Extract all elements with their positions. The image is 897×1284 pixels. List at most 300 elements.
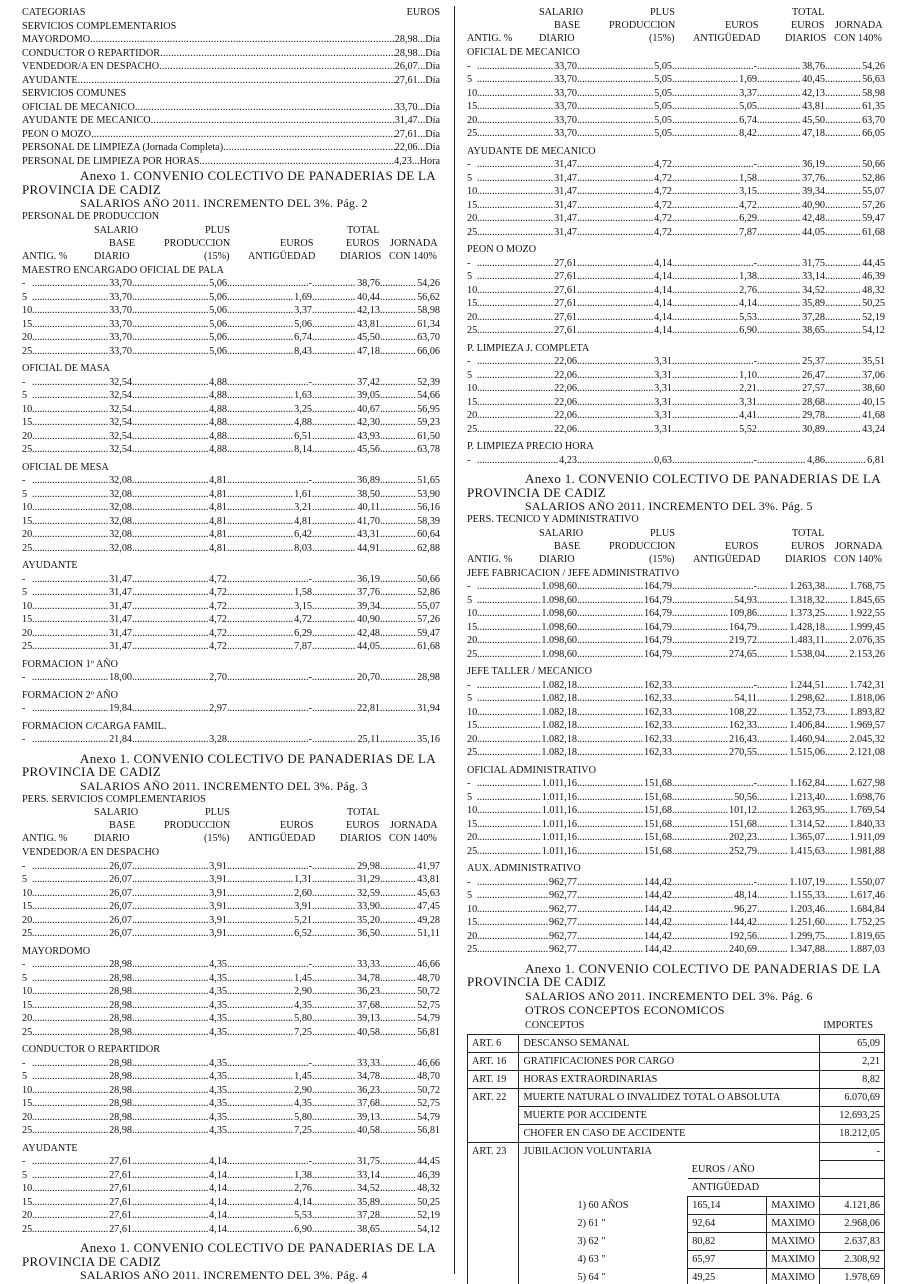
maximo-amount: 2.968,06 [819, 1215, 884, 1233]
cell-value: 5,06 [209, 332, 227, 343]
leader-dots [672, 355, 757, 369]
cell-value: - [753, 778, 757, 789]
cell [825, 158, 885, 172]
cell-value: 7,25 [294, 1125, 312, 1136]
cell [672, 212, 757, 226]
table-row [22, 1097, 440, 1111]
cell [380, 927, 440, 941]
cell-value: 32,08 [109, 475, 132, 486]
otros-title: OTROS CONCEPTOS ECONOMICOS [525, 1002, 725, 1017]
cell [227, 1097, 312, 1111]
table-row [22, 376, 440, 390]
cell [487, 594, 577, 608]
cell [380, 958, 440, 972]
cell [757, 185, 825, 199]
cell [577, 226, 672, 240]
cell [227, 887, 312, 901]
cell [577, 257, 672, 271]
antiguedad-pct: 25 [467, 226, 478, 238]
cell-value: 42,13 [357, 305, 380, 316]
cell [672, 185, 757, 199]
cell [132, 671, 227, 685]
maximo-label: MAXIMO [767, 1251, 820, 1269]
cell [312, 733, 380, 747]
intro-row-value: 28,98 [394, 47, 418, 59]
cell [825, 60, 885, 74]
cell-value: 40,15 [862, 396, 885, 408]
cell-value: 4,35 [209, 1098, 227, 1109]
antiguedad-pct: 15 [22, 1098, 33, 1109]
header-jornada: JORNADA [835, 20, 883, 31]
cell-value: 27,61 [554, 311, 577, 323]
cell-value: 1.887,03 [849, 944, 885, 955]
cell-value: 3,21 [294, 502, 312, 513]
cell [312, 573, 380, 587]
category-name: P. LIMPIEZA J. COMPLETA [467, 342, 590, 354]
category-name: OFICIAL ADMINISTRATIVO [467, 764, 596, 776]
cell [227, 345, 312, 359]
cell-value: 1.318,32 [789, 594, 825, 606]
antiguedad-pct: 15 [22, 1196, 33, 1208]
euros-year: 165,14 [688, 1197, 767, 1215]
cell [380, 873, 440, 887]
table-row [467, 87, 885, 101]
cell [467, 369, 487, 383]
header-con140: CON 140% [389, 250, 437, 262]
cell-value: 33,70 [109, 305, 132, 316]
antiguedad-pct: 20 [467, 311, 478, 323]
cell-value: - [308, 860, 312, 872]
cell [487, 311, 577, 325]
cell-value: 44,45 [862, 257, 885, 269]
leader-dots [672, 580, 757, 594]
cell [825, 127, 885, 141]
leader-dots [32, 291, 42, 305]
cell [42, 1196, 132, 1210]
cell [825, 311, 885, 325]
cell [380, 640, 440, 654]
leader-dots: ... [417, 142, 426, 153]
cell [132, 972, 227, 986]
cell [42, 304, 132, 318]
cell-value: - [753, 159, 757, 170]
cell [577, 706, 672, 720]
antiguedad-pct: 25 [467, 944, 478, 955]
cell-value: 5,06 [294, 318, 312, 330]
cell-value: 45,50 [357, 332, 380, 343]
cell [672, 158, 757, 172]
personnel-group: PERS. SERVICIOS COMPLEMENTARIOS [22, 793, 206, 805]
cell [42, 443, 132, 457]
cell-value: 22,06 [554, 396, 577, 408]
antiguedad-pct: 5 [467, 594, 473, 606]
cell [487, 706, 577, 720]
cell [22, 860, 42, 874]
cell-value: 39,05 [357, 390, 380, 401]
cell-value: 274,65 [728, 648, 757, 660]
cell-value: 28,98 [109, 1071, 132, 1082]
cell [22, 331, 42, 345]
cell-value: 43,81 [357, 318, 380, 330]
leader-dots: ... [417, 101, 426, 113]
cell [672, 580, 757, 594]
cell [487, 257, 577, 271]
antiguedad-pct: 10 [467, 903, 478, 915]
cell-value: 162,33 [643, 747, 672, 758]
antiguedad-pct: 15 [22, 515, 33, 527]
cell [672, 127, 757, 141]
cell-value: 28,98 [109, 1098, 132, 1109]
cell-value: 1.819,65 [849, 930, 885, 942]
cell [227, 958, 312, 972]
cell-value: 28,98 [109, 1057, 132, 1069]
leader-dots [477, 903, 487, 917]
cell [22, 927, 42, 941]
cell-value: 1,58 [294, 587, 312, 598]
cell-value: 40,11 [357, 502, 380, 513]
cell [312, 1209, 380, 1223]
cell [577, 73, 672, 87]
leader-dots [477, 158, 487, 172]
cell [380, 1026, 440, 1040]
cell [312, 1182, 380, 1196]
cell [227, 1026, 312, 1040]
cell-value: 56,62 [417, 291, 440, 303]
cell [467, 423, 487, 437]
cell-value: 4,14 [654, 298, 672, 309]
concept-amount: - [819, 1143, 884, 1161]
cell-value: 202,23 [728, 832, 757, 843]
cell-value: 1.251,60 [789, 917, 825, 928]
cell [672, 423, 757, 437]
leader-dots: ... [417, 61, 426, 72]
cell [42, 900, 132, 914]
antiguedad-pct: 10 [22, 600, 33, 612]
cell [312, 972, 380, 986]
cell-value: 43,93 [357, 430, 380, 442]
leader-dots [477, 297, 487, 311]
cell-value: 37,76 [357, 587, 380, 598]
sub-header-row [468, 1179, 885, 1197]
category-name: OFICIAL DE MASA [22, 363, 110, 374]
cell [42, 318, 132, 332]
maximo-label: MAXIMO [767, 1197, 820, 1215]
antiguedad-pct: 5 [22, 972, 28, 984]
cell [380, 1196, 440, 1210]
cell-value: 32,08 [109, 529, 132, 540]
leader-dots: ... [417, 115, 426, 126]
sub-header-row [468, 1161, 885, 1179]
cell [757, 199, 825, 213]
leader-dots [477, 916, 487, 930]
cell [312, 927, 380, 941]
cell-value: 2,90 [294, 986, 312, 997]
cell [825, 634, 885, 648]
cell-value: - [308, 278, 312, 289]
cell [42, 291, 132, 305]
cell-value: 45,56 [357, 444, 380, 455]
cell-value: 4,35 [209, 1084, 227, 1096]
personnel-group: PERSONAL DE PRODUCCION [22, 211, 160, 222]
cell [825, 73, 885, 87]
intro-row-value: 22,06 [394, 142, 418, 153]
cell-value: 4,23 [559, 454, 577, 466]
cell [227, 600, 312, 614]
cell-value: 47,45 [417, 901, 440, 912]
cell [825, 930, 885, 944]
cell-value: 144,42 [728, 917, 757, 928]
cell-value: 4,81 [209, 529, 227, 540]
cell [312, 887, 380, 901]
cell-value: 27,61 [554, 298, 577, 309]
antiguedad-pct: 10 [467, 706, 478, 718]
cell-value: 31,94 [417, 703, 440, 714]
header-euros: EUROS [280, 820, 314, 831]
cell-value: 1,69 [739, 74, 757, 85]
cell [672, 777, 757, 791]
cell-value: 962,77 [548, 944, 577, 955]
cell [577, 777, 672, 791]
cell-value: 27,61 [554, 257, 577, 269]
table-row [22, 515, 440, 529]
table-row [22, 331, 440, 345]
table-row [22, 345, 440, 359]
cell [132, 376, 227, 390]
cell-value: 1.347,88 [789, 944, 825, 955]
leader-dots [32, 1209, 42, 1223]
antiguedad-pct: - [467, 60, 471, 72]
cell-value: 3,15 [739, 186, 757, 197]
cell [672, 648, 757, 662]
cell [227, 900, 312, 914]
table-row [467, 127, 885, 141]
leader-dots [672, 876, 757, 890]
header-antiguedad: ANTIGÜEDAD [693, 33, 761, 44]
cell [227, 733, 312, 747]
cell [672, 311, 757, 325]
leader-dots [477, 943, 487, 957]
cell [312, 443, 380, 457]
cell-value: 4,14 [294, 1196, 312, 1208]
table-row [467, 706, 885, 720]
maximo-amount: 2.637,83 [819, 1233, 884, 1251]
cell-value: 66,06 [417, 345, 440, 357]
cell-value: 4,72 [654, 226, 672, 238]
antiguedad-pct: 5 [22, 291, 28, 303]
leader-dots [32, 474, 42, 488]
cell-value: 3,91 [209, 860, 227, 872]
cell [42, 331, 132, 345]
antiguedad-pct: 25 [22, 542, 33, 554]
leader-dots [32, 985, 42, 999]
cell-value: 5,06 [209, 305, 227, 316]
cell [132, 1196, 227, 1210]
leader-dots [477, 679, 487, 693]
blank-cell [519, 1161, 688, 1179]
spacer [467, 957, 885, 961]
cell [42, 999, 132, 1013]
cell-value: 54,26 [417, 278, 440, 289]
leader-dots [477, 594, 487, 608]
leader-dots [227, 702, 312, 716]
cell [487, 930, 577, 944]
cell [467, 916, 487, 930]
cell-value: 53,90 [417, 488, 440, 500]
cell-value: 26,47 [802, 369, 825, 381]
cell [132, 1209, 227, 1223]
leader-dots [32, 972, 42, 986]
cell [42, 733, 132, 747]
right-blocks [467, 6, 885, 961]
cell-value: 28,98 [109, 1013, 132, 1024]
cell-value: 35,89 [802, 298, 825, 309]
header-total: TOTAL [792, 7, 825, 18]
cell-value: 1.698,76 [849, 791, 885, 803]
concept-name: JUBILACION VOLUNTARIA [519, 1143, 819, 1161]
intro-row-unit: Día [425, 74, 440, 86]
cell [825, 87, 885, 101]
table-row [22, 389, 440, 403]
header-antig: ANTIG. % [467, 33, 513, 44]
cell [467, 172, 487, 186]
intro-row-unit: Día [425, 142, 440, 153]
cell [825, 297, 885, 311]
cell [487, 607, 577, 621]
leader-dots [477, 324, 487, 338]
intro-row-label: PERSONAL DE LIMPIEZA POR HORAS [22, 155, 200, 167]
cell [467, 943, 487, 957]
cell [577, 876, 672, 890]
cell [467, 733, 487, 747]
cell [672, 454, 757, 468]
cell [672, 804, 757, 818]
concept-name: CHOFER EN CASO DE ACCIDENTE [519, 1125, 819, 1143]
cell-value: 1.365,07 [789, 832, 825, 843]
cell-value: 4,14 [654, 271, 672, 282]
cell-value: 34,78 [357, 972, 380, 984]
jubilacion-row [468, 1233, 885, 1251]
table-row [22, 488, 440, 502]
cell [487, 943, 577, 957]
cell-value: 33,70 [109, 291, 132, 303]
cell [132, 1155, 227, 1169]
cell-value: 216,43 [728, 733, 757, 745]
cell [467, 903, 487, 917]
cell [672, 845, 757, 859]
cell-value: 162,33 [643, 733, 672, 745]
header-salario: SALARIO [539, 7, 584, 18]
maximo-amount: 2.308,92 [819, 1251, 884, 1269]
antiguedad-pct: 10 [22, 1084, 33, 1096]
header-pct: (15%) [649, 553, 675, 565]
maximo-label: MAXIMO [767, 1233, 820, 1251]
leader-dots [32, 1196, 42, 1210]
antiguedad-pct: 25 [22, 444, 33, 455]
blank-cell [519, 1179, 688, 1197]
antiguedad-pct: 20 [22, 1013, 33, 1024]
blank-cell [468, 1269, 519, 1284]
cell [672, 634, 757, 648]
cell-value: 1.213,40 [789, 791, 825, 803]
table-row [467, 733, 885, 747]
cell-value: 192,56 [728, 930, 757, 942]
cell-value: 48,32 [862, 284, 885, 296]
cell-value: 4,14 [209, 1169, 227, 1181]
intro-row [22, 155, 440, 169]
cell-value: - [308, 672, 312, 683]
intro-row-unit: Día [425, 47, 440, 59]
cell [132, 1070, 227, 1084]
cell-value: 40,67 [357, 403, 380, 415]
cell-value: 31,47 [109, 600, 132, 612]
cell [227, 999, 312, 1013]
cell [467, 930, 487, 944]
cell [467, 804, 487, 818]
cell [757, 746, 825, 760]
cell-value: 19,84 [109, 703, 132, 714]
cell-value: 1.011,16 [541, 791, 577, 803]
leader-dots [477, 746, 487, 760]
cell [42, 1057, 132, 1071]
table-row [467, 746, 885, 760]
category-name: AUX. ADMINISTRATIVO [467, 863, 581, 874]
cell-value: 8,43 [294, 345, 312, 357]
cell [672, 257, 757, 271]
leader-dots [477, 621, 487, 635]
cell [467, 692, 487, 706]
leader-dots [477, 73, 487, 87]
cell-value: 5,05 [654, 60, 672, 72]
cell [380, 1111, 440, 1125]
cell [757, 692, 825, 706]
cell [825, 648, 885, 662]
cell [380, 291, 440, 305]
cell-value: 52,75 [417, 1098, 440, 1109]
cell-value: 1.911,09 [849, 832, 885, 843]
cell [757, 580, 825, 594]
antiguedad-pct: 20 [467, 733, 478, 745]
cell-value: 33,70 [554, 87, 577, 99]
header-base: BASE [554, 540, 581, 552]
cell [467, 87, 487, 101]
intro-row-value: 28,98 [394, 34, 418, 45]
cell [380, 1097, 440, 1111]
leader-dots [32, 304, 42, 318]
cell [42, 1223, 132, 1237]
table-row [467, 382, 885, 396]
concept-amount: 2,21 [819, 1053, 884, 1071]
cell [825, 903, 885, 917]
cell-value: 52,75 [417, 999, 440, 1011]
header-antiguedad: ANTIGÜEDAD [248, 250, 316, 262]
cell-value: 44,91 [357, 542, 380, 554]
cell [380, 600, 440, 614]
table-row [22, 627, 440, 641]
cell-value: 27,61 [554, 325, 577, 336]
cell-value: 3,31 [654, 356, 672, 367]
concept-amount: 18.212,05 [819, 1125, 884, 1143]
cell [825, 916, 885, 930]
cell-value: 162,33 [643, 679, 672, 691]
cell [132, 733, 227, 747]
leader-dots [227, 733, 312, 747]
cell [672, 297, 757, 311]
cell [467, 212, 487, 226]
cell-value: 33,33 [357, 1057, 380, 1069]
cell [757, 777, 825, 791]
category-name: JEFE FABRICACION / JEFE ADMINISTRATIVO [467, 567, 680, 579]
cell-value: 32,54 [109, 430, 132, 442]
